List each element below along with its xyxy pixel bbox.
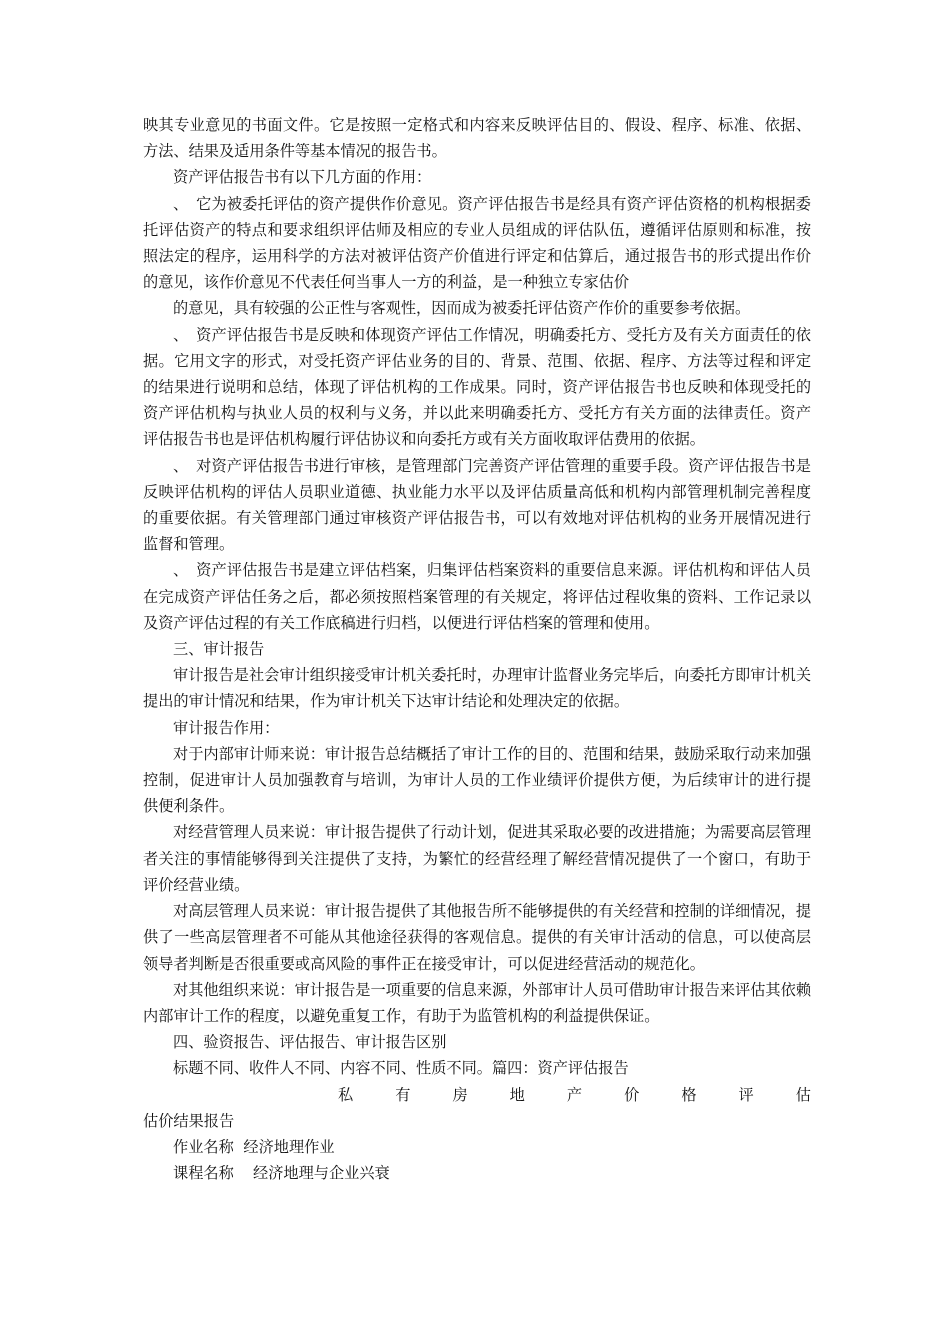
title-char: 地 <box>509 1085 525 1104</box>
paragraph-role-2: 、 资产评估报告书是反映和体现资产评估工作情况，明确委托方、受托方及有关方面责任的依据。它用文字的形式，对受托资产评估业务的目的、背景、范围、依据、程序、方法等过程和评定的结果进行说明和总结，体现了评估机构的工作成果。同时，资产评估报告书也反映和体现受托的资产评估机构与执业人员的权利与义务，并以此来明确委托方、受托方有关方面的法律责任。资产评估报告书也是评估机构履行评估协议和向委托方或有关方面收取评估费用的依据。 <box>143 325 811 449</box>
section-heading-audit-report: 三、审计报告 <box>173 640 265 659</box>
assignment-name: 作业名称 经济地理作业 <box>173 1137 335 1156</box>
title-char: 估 <box>795 1085 811 1104</box>
title-char: 评 <box>738 1085 754 1104</box>
course-name: 课程名称 经济地理与企业兴衰 <box>173 1164 390 1183</box>
report-title-spread <box>143 1082 811 1108</box>
paragraph-internal-auditor: 对于内部审计师来说：审计报告总结概括了审计工作的目的、范围和结果，鼓励采取行动来加强控制，促进审计人员加强教育与培训，为审计人员的工作业绩评价提供方便，为后续审计的进行提供便利条件。 <box>143 744 811 816</box>
paragraph-differences: 标题不同、收件人不同、内容不同、性质不同。篇四：资产评估报告 <box>173 1059 629 1078</box>
paragraph-other-organizations: 对其他组织来说：审计报告是一项重要的信息来源，外部审计人员可借助审计报告来评估其依赖内部审计工作的程度，以避免重复工作，有助于为监管机构的利益提供保证。 <box>143 980 811 1025</box>
title-char: 有 <box>395 1085 411 1104</box>
paragraph-intro: 映其专业意见的书面文件。它是按照一定格式和内容来反映评估目的、假设、程序、标准、依据、方法、结果及适用条件等基本情况的报告书。 <box>143 116 811 161</box>
paragraph-management: 对经营管理人员来说：审计报告提供了行动计划，促进其采取必要的改进措施；为需要高层管理者关注的事情能够得到关注提供了支持，为繁忙的经营经理了解经营情况提供了一个窗口，有助于评价经营业绩。 <box>143 823 811 894</box>
document-body <box>143 112 811 1186</box>
paragraph-senior-management: 对高层管理人员来说：审计报告提供了其他报告所不能够提供的有关经营和控制的详细情况，提供了一些高层管理者不可能从其他途径获得的客观信息。提供的有关审计活动的信息，可以使高层领导者判断是否很重要或高风险的事件正在接受审计，可以促进经营活动的规范化。 <box>143 902 811 973</box>
title-char: 产 <box>566 1085 583 1104</box>
title-char: 价 <box>624 1085 640 1104</box>
paragraph-audit-roles-heading: 审计报告作用： <box>173 718 280 737</box>
paragraph-role-1: 、 它为被委托评估的资产提供作价意见。资产评估报告书是经具有资产评估资格的机构根据委托评估资产的特点和要求组织评估师及相应的专业人员组成的评估队伍，遵循评估原则和标准，按照法定的程序，运用科学的方法对被评估资产价值进行评定和估算后，通过报告书的形式提出作价的意见，该作价意见不代表任何当事人一方的利益，是一种独立专家估价 <box>143 194 811 292</box>
title-char: 房 <box>452 1085 468 1104</box>
section-heading-differences: 四、验资报告、评估报告、审计报告区别 <box>173 1033 447 1052</box>
paragraph-role-3: 、 对资产评估报告书进行审核，是管理部门完善资产评估管理的重要手段。资产评估报告书是反映评估机构的评估人员职业道德、执业能力水平以及评估质量高低和机构内部管理机制完善程度的重要依据。有关管理部门通过审核资产评估报告书，可以有效地对评估机构的业务开展情况进行监督和管理。 <box>143 456 811 554</box>
paragraph-audit-definition: 审计报告是社会审计组织接受审计机关委托时，办理审计监督业务完毕后，向委托方即审计机关提出的审计情况和结果，作为审计机关下达审计结论和处理决定的依据。 <box>143 666 811 711</box>
title-char: 私 <box>338 1085 354 1104</box>
paragraph-role-4: 、 资产评估报告书是建立评估档案，归集评估档案资料的重要信息来源。评估机构和评估人员在完成资产评估任务之后，都必须按照档案管理的有关规定，将评估过程收集的资料、工作记录以及资产评估过程的有关工作底稿进行归档，以便进行评估档案的管理和使用。 <box>143 561 811 632</box>
title-char: 格 <box>681 1085 697 1104</box>
paragraph-role-1-cont: 的意见，具有较强的公正性与客观性，因而成为被委托评估资产作价的重要参考依据。 <box>173 299 751 318</box>
report-title-tail: 估价结果报告 <box>143 1111 235 1130</box>
paragraph-roles-heading: 资产评估报告书有以下几方面的作用： <box>173 168 432 187</box>
